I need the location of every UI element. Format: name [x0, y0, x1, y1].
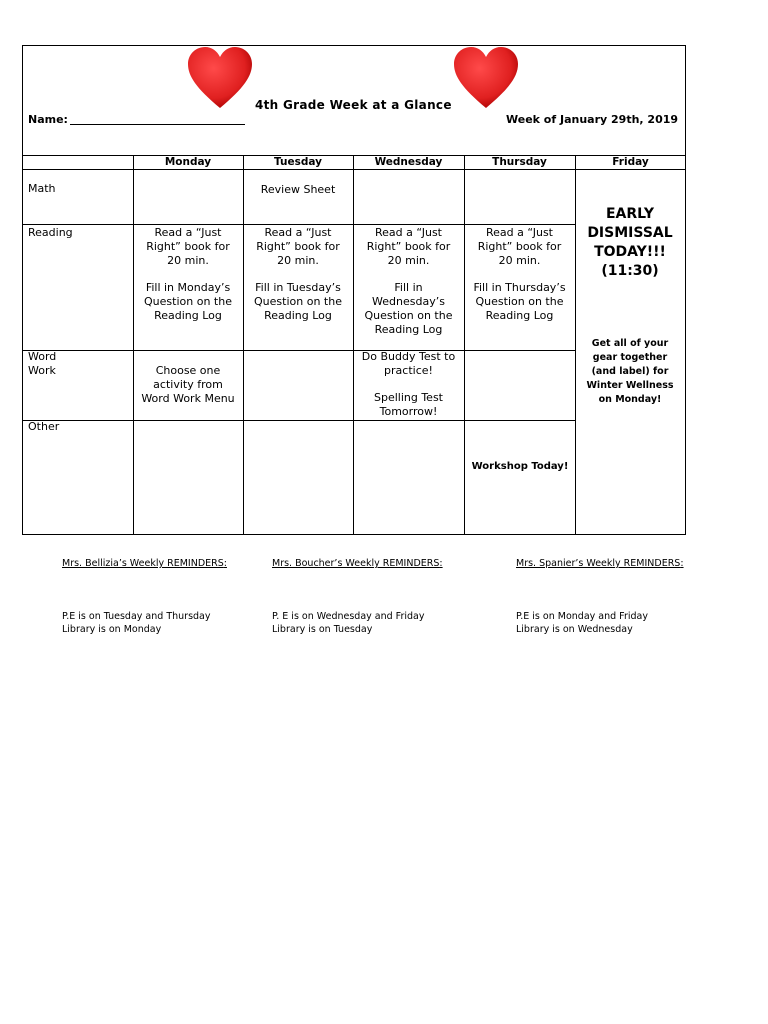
name-blank-line[interactable] — [70, 124, 245, 125]
word-work-monday-cell: Choose one activity from Word Work Menu — [141, 364, 235, 405]
reminder-body-boucher: P. E is on Wednesday and Friday Library is on Tuesday — [272, 611, 425, 635]
grid-line — [133, 155, 134, 535]
reading-wednesday-cell: Read a “Just Right” book for 20 min. Fill in Wednesday’s Question on the Reading Log — [364, 226, 453, 336]
grid-line — [22, 224, 575, 225]
day-header-tuesday: Tuesday — [274, 156, 322, 168]
reminder-title-boucher: Mrs. Boucher’s Weekly REMINDERS: — [272, 558, 443, 569]
other-thursday-cell: Workshop Today! — [471, 461, 569, 472]
heart-icon — [452, 46, 520, 110]
grid-line — [22, 420, 575, 421]
friday-gear-reminder: Get all of your gear together (and label) for Winter Wellness on Monday! — [586, 338, 674, 405]
grid-line — [22, 350, 575, 351]
reminder-title-spanier: Mrs. Spanier’s Weekly REMINDERS: — [516, 558, 684, 569]
week-label: Week of January 29th, 2019 — [506, 113, 679, 126]
reading-thursday-cell: Read a “Just Right” book for 20 min. Fill in Thursday’s Question on the Reading Log — [473, 226, 566, 322]
reminder-body-spanier: P.E is on Monday and Friday Library is on Wednesday — [516, 611, 648, 635]
row-label-reading: Reading — [28, 226, 73, 239]
reading-monday-cell: Read a “Just Right” book for 20 min. Fill in Monday’s Question on the Reading Log — [144, 226, 232, 322]
grid-line — [243, 155, 244, 535]
row-label-work: Work — [28, 364, 56, 377]
row-label-other: Other — [28, 420, 60, 433]
grid-line — [353, 155, 354, 535]
row-label-math: Math — [28, 182, 56, 195]
word-work-wednesday-cell: Do Buddy Test to practice! Spelling Test Tomorrow! — [361, 350, 456, 418]
row-label-word: Word — [28, 350, 57, 363]
day-header-friday: Friday — [612, 156, 649, 168]
name-label: Name: — [28, 113, 68, 126]
reminder-title-bellizia: Mrs. Bellizia’s Weekly REMINDERS: — [62, 558, 227, 569]
day-header-thursday: Thursday — [492, 156, 547, 168]
early-dismissal-notice: EARLY DISMISSAL TODAY!!! (11:30) — [587, 206, 673, 279]
reminder-body-bellizia: P.E is on Tuesday and Thursday Library is on Monday — [62, 611, 211, 635]
day-header-wednesday: Wednesday — [374, 156, 443, 168]
reading-tuesday-cell: Read a “Just Right” book for 20 min. Fill in Tuesday’s Question on the Reading Log — [254, 226, 342, 322]
grid-line — [464, 155, 465, 535]
math-tuesday-cell: Review Sheet — [260, 183, 336, 196]
page-title: 4th Grade Week at a Glance — [255, 98, 452, 112]
heart-icon — [186, 46, 254, 110]
day-header-monday: Monday — [164, 156, 212, 168]
